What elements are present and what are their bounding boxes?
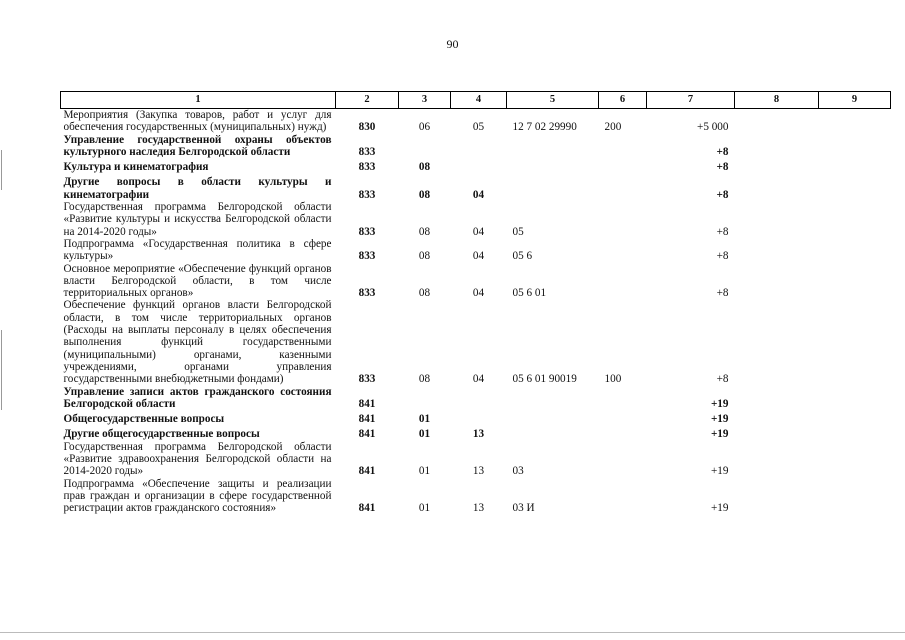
table-row xyxy=(61,425,891,440)
row-c6 xyxy=(599,173,647,201)
table-row xyxy=(61,386,891,411)
row-c3: 01 xyxy=(418,428,431,441)
row-name: Основное мероприятие «Обеспечение функций органов власти Белгородской области, в том числе территориальных органов» xyxy=(63,262,332,300)
row-c3: 01 xyxy=(418,502,431,515)
row-c2: 833 xyxy=(358,225,376,238)
row-c5 xyxy=(507,425,599,440)
row-c3: 08 xyxy=(418,161,431,174)
header-cell: 4 xyxy=(451,92,507,109)
row-amount: +8 xyxy=(716,250,729,263)
row-c5: 05 xyxy=(512,225,524,238)
row-c3: 08 xyxy=(418,373,431,386)
row-c5: 05 6 01 xyxy=(512,287,547,300)
row-amount: +8 xyxy=(716,188,729,201)
row-c2: 833 xyxy=(358,161,376,174)
row-c5 xyxy=(507,386,599,411)
row-name: Другие вопросы в области культуры и кинематографии xyxy=(63,176,332,201)
row-c3: 01 xyxy=(418,413,431,426)
row-c5: 12 7 02 29990 xyxy=(512,121,577,134)
header-row xyxy=(61,92,891,109)
row-name: Управление государственной охраны объектов культурного наследия Белгородской области xyxy=(63,133,332,158)
row-c2: 830 xyxy=(358,121,376,134)
row-c5: 05 6 01 90019 xyxy=(512,373,577,386)
row-amount: +19 xyxy=(711,502,729,515)
row-name: Управление записи актов гражданского состояния Белгородской области xyxy=(63,385,332,410)
row-c6 xyxy=(599,386,647,411)
row-c6 xyxy=(599,134,647,159)
row-name: Другие общегосударственные вопросы xyxy=(63,428,260,441)
row-c4: 05 xyxy=(472,121,485,134)
row-c3: 08 xyxy=(418,287,431,300)
table-row xyxy=(61,299,891,385)
header-cell: 5 xyxy=(507,92,599,109)
row-amount: +8 xyxy=(716,225,729,238)
row-c2: 833 xyxy=(358,287,376,300)
table-row xyxy=(61,173,891,201)
row-c4: 13 xyxy=(472,502,485,515)
row-c6 xyxy=(599,410,647,425)
header-cell: 7 xyxy=(647,92,735,109)
header-cell: 6 xyxy=(599,92,647,109)
row-c3: 06 xyxy=(418,121,431,134)
scan-edge-mark xyxy=(1,330,2,410)
row-c3: 08 xyxy=(418,225,431,238)
row-c3 xyxy=(399,386,451,411)
row-c2: 841 xyxy=(358,428,376,441)
table-row xyxy=(61,263,891,300)
row-name: Общегосударственные вопросы xyxy=(63,413,225,426)
budget-table xyxy=(60,91,891,515)
table-row xyxy=(61,158,891,173)
row-c4 xyxy=(451,158,507,173)
row-c6 xyxy=(599,478,647,515)
row-c4: 04 xyxy=(472,373,485,386)
row-c4: 04 xyxy=(472,225,485,238)
row-amount: +19 xyxy=(711,465,729,478)
row-c2: 841 xyxy=(358,465,376,478)
row-name: Государственная программа Белгородской области «Развитие культуры и искусства Белгородской области на 2014-2020 годы» xyxy=(63,201,332,238)
row-c4: 04 xyxy=(472,188,485,201)
row-c3: 01 xyxy=(418,465,431,478)
row-c6: 100 xyxy=(604,373,622,386)
row-c6 xyxy=(599,441,647,478)
header-cell: 2 xyxy=(336,92,399,109)
header-cell: 3 xyxy=(399,92,451,109)
row-c2: 841 xyxy=(358,413,376,426)
row-c5: 03 И xyxy=(512,502,535,515)
row-name: Подпрограмма «Государственная политика в сфере культуры» xyxy=(63,237,332,263)
row-name: Культура и кинематография xyxy=(63,161,209,174)
header-cell: 9 xyxy=(819,92,891,109)
row-name: Мероприятия (Закупка товаров, работ и услуг для обеспечения государственных (муниципальных) нужд) xyxy=(63,109,332,134)
row-c5: 05 6 xyxy=(512,250,533,263)
row-c5 xyxy=(507,134,599,159)
row-amount: +8 xyxy=(716,373,729,386)
row-c4 xyxy=(451,134,507,159)
row-c3: 08 xyxy=(418,250,431,263)
row-amount: +5 000 xyxy=(697,121,729,134)
row-c4: 04 xyxy=(472,250,485,263)
row-c5 xyxy=(507,173,599,201)
table-row xyxy=(61,441,891,478)
header-cell: 8 xyxy=(735,92,819,109)
row-c2: 841 xyxy=(358,502,376,515)
row-name: Обеспечение функций органов власти Белгородской области, в том числе территориальных органов (Расходы на выплаты персоналу в целях обеспечения выполнения функций государственными (муниципальными) органами, казенными учреждениями, органами управления государственными внебюджетными фондами) xyxy=(63,299,332,386)
table-row xyxy=(61,109,891,134)
row-c2: 833 xyxy=(358,250,376,263)
table-row xyxy=(61,201,891,238)
table-row xyxy=(61,478,891,515)
row-name: Государственная программа Белгородской области «Развитие здравоохранения Белгородской области на 2014-2020 годы» xyxy=(63,440,332,478)
table-row xyxy=(61,134,891,159)
row-c4: 13 xyxy=(472,465,485,478)
header-cell: 1 xyxy=(61,92,336,109)
row-c6 xyxy=(599,238,647,263)
row-amount: +19 xyxy=(710,428,729,441)
row-c6: 200 xyxy=(604,121,622,134)
row-c2: 833 xyxy=(358,145,376,158)
row-amount: +19 xyxy=(710,413,729,426)
row-c4: 13 xyxy=(472,428,485,441)
page-number: 90 xyxy=(446,37,459,51)
row-name: Подпрограмма «Обеспечение защиты и реализации прав граждан и организации в сфере государственной регистрации актов гражданского состояния» xyxy=(63,477,332,515)
row-amount: +8 xyxy=(716,161,729,174)
row-c2: 833 xyxy=(358,373,376,386)
row-c6 xyxy=(599,201,647,238)
row-c5: 03 xyxy=(512,465,524,478)
row-c4: 04 xyxy=(472,287,485,300)
row-c5 xyxy=(507,158,599,173)
row-c4 xyxy=(451,410,507,425)
row-c2: 841 xyxy=(358,397,376,410)
row-c6 xyxy=(599,158,647,173)
row-amount: +8 xyxy=(716,287,729,300)
row-c5 xyxy=(507,410,599,425)
row-c6 xyxy=(599,425,647,440)
row-c6 xyxy=(599,263,647,300)
row-c3: 08 xyxy=(418,188,431,201)
scan-bottom-line xyxy=(0,632,905,633)
row-c2: 833 xyxy=(358,188,376,201)
row-amount: +19 xyxy=(710,397,729,410)
table-row xyxy=(61,238,891,263)
row-c3 xyxy=(399,134,451,159)
scan-edge-mark xyxy=(1,150,2,190)
table-row xyxy=(61,410,891,425)
row-c4 xyxy=(451,386,507,411)
row-amount: +8 xyxy=(716,145,729,158)
